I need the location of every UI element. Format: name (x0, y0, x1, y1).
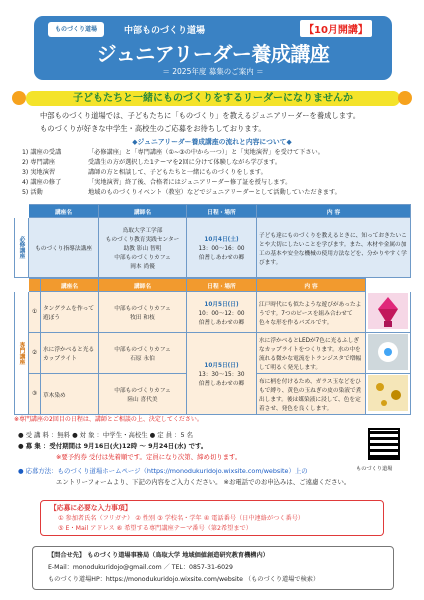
intro-line: 中部ものづくり道場では、子どもたちに「ものづくり」を教えるジュニアリーダーを養成します。 (40, 111, 361, 120)
flow-item (22, 177, 291, 186)
col-header: 講師名 (99, 279, 187, 292)
flow-title: ◆ジュニアリーダー養成講座の流れと内容について◆ (132, 138, 292, 146)
required-course-table (14, 204, 411, 278)
organization-name: 中部ものづくり道場 (124, 26, 206, 36)
flow-item-desc: 講師の方と相談して、子どもたちと一緒にものづくりをします。 (88, 169, 267, 176)
recruit-note: ※要予約券 受付は先着順です。定員になり次第、締め切ります。 (56, 453, 242, 461)
flow-item (22, 147, 324, 156)
contact-line: 【問合せ先】 ものづくり道場事務局（鳥取大学 地域価値創造研究教育機構内） (48, 552, 269, 559)
place: 伯耆しあわせの郷 (198, 255, 245, 261)
teacher-line: 中部ものづくりカフェ (114, 255, 171, 261)
flow-item-name: 3) 実地演習 (22, 169, 56, 176)
date: 10月5日(日) (204, 363, 239, 369)
cup-light-photo (366, 333, 411, 374)
schedule-note: ※専門講座の2回目の日程は、講師とご相談の上、決定してください。 (14, 416, 203, 423)
flow-item (22, 167, 267, 176)
teacher-cell: 中部ものづくりカフェ 牧田 和枝 (99, 292, 187, 333)
teacher-line: ものづくり教育実践センター (105, 237, 180, 243)
qr-code[interactable] (368, 428, 400, 460)
place: 伯耆しあわせの郷 (198, 319, 245, 326)
page-subtitle: ＝ 2025年度 募集のご案内 ＝ (162, 67, 264, 76)
fee-line: ● 受 講 料 ：無料 ● 対 象 ：中学生・高校生 ● 定 員 ：5 名 (18, 431, 194, 439)
flow-item-name: 1) 講座の受講 (22, 149, 62, 156)
intro-line: ものづくりが好きな中学生・高校生のご応募をお待ちしております。 (40, 124, 266, 133)
qr-label: ものづくり道場 (356, 466, 393, 472)
schedule-cell (187, 218, 257, 278)
required-label: 必修講座 (15, 218, 29, 278)
flow-item (22, 187, 341, 196)
flow-item-name: 4) 講座の修了 (22, 179, 62, 186)
col-header: 日程・場所 (187, 279, 257, 292)
special-label: 専門講座 (15, 292, 29, 415)
col-header: 講座名 (29, 205, 99, 218)
flow-item (22, 157, 281, 166)
flow-item-name: 2) 専門講座 (22, 159, 56, 166)
teacher-line: 鳥取大学工学部 (122, 228, 163, 234)
requirements-line: ① 参加者氏名（フリガナ） ② 性別 ③ 学校名・学年 ④ 電話番号（日中連絡がつく番号） (58, 515, 305, 522)
requirements-line: ⑤ E・Mail アドレス ⑥ 希望する専門講座テーマ番号（第2希望まで） (58, 525, 252, 532)
teacher-cell: 中部ものづくりカフェ 石原 永伯 (99, 333, 187, 374)
row-number: ② (29, 333, 41, 374)
special-course-table (14, 278, 411, 415)
time: 13：00～16：00 (198, 246, 245, 252)
content-cell: 江戸時代にも似たような遊びがあったようです。7つのピースを組み合わせて色々な形を作るパズルです。 (257, 292, 366, 333)
col-header: 講師名 (99, 205, 187, 218)
place: 伯耆しあわせの郷 (198, 381, 245, 387)
schedule-cell (187, 333, 257, 415)
course-name: 水に浮かべると光るカップライト (41, 333, 99, 374)
time: 10：00～12：00 (198, 310, 245, 317)
dyed-cloth-photo (366, 374, 411, 415)
content-cell: 水に浮かべるとLEDが7色に光るふしぎなカップライトをつくります。水の中を流れる微かな電流をトランジスタで増幅して明るく発光します。 (257, 333, 366, 374)
apply-line-2: エントリーフォームより、下記の内容をご入力ください。 ※お電話でのお申込みは、ご遠慮ください。 (56, 478, 351, 486)
contact-line[interactable]: E-Mail：monodukuridojo@gmail.com ／ TEL：0857-31-6029 (48, 564, 233, 571)
logo: ものづくり道場 (48, 22, 104, 37)
teacher-cell: 中部ものづくりカフェ 陸山 喜代美 (99, 374, 187, 415)
requirements-title: 【応募に必要な入力事項】 (50, 504, 132, 512)
time: 13：30～15：30 (198, 372, 245, 378)
row-number: ③ (29, 374, 41, 415)
col-header: 内 容 (257, 205, 411, 218)
sun-icon (12, 91, 26, 105)
col-header: 講座名 (41, 279, 99, 292)
tangram-photo (366, 292, 411, 333)
catch-phrase: 子どもたちと一緒にものづくりをするリーダーになりませんか (26, 91, 400, 106)
apply-method[interactable]: ● 応募方法：ものづくり道場ホームページ（https://monodukuridojo.wixsite.com/website）上の (18, 467, 308, 475)
course-name: ものづくり指導法講座 (29, 218, 99, 278)
flow-item-desc: 受講生の方が選択した1テーマを2回に分けて体験しながら学びます。 (88, 159, 282, 166)
teacher-line: 岡本 尚優 (130, 264, 155, 270)
flow-item-desc: 「実地演習」終了後、合格者にはジュニアリーダー修了証を授与します。 (88, 179, 292, 186)
page-title: ジュニアリーダー養成講座 (96, 42, 330, 66)
schedule-cell (187, 292, 257, 333)
col-header: 日程・場所 (187, 205, 257, 218)
flow-item-desc: 「必修講座」と「専門講座（①~③の中から一つ）」と「実地演習」を受けて下さい。 (88, 149, 324, 156)
flow-item-name: 5) 活動 (22, 189, 43, 196)
row-number: ① (29, 292, 41, 333)
content-cell: 子ども達にものづくりを教えるときに、知っておきたいことや大切にしたいことを学びます。また、木材や金属の加工の基本や安全な機械の使用方法などを、分かりやすく学びます。 (257, 218, 411, 278)
recruit-line: ● 募 集 ：受付期間は 9月16日(火)12時 ～ 9月24日(水) です。 (18, 442, 208, 450)
month-badge: 【10月開講】 (300, 20, 372, 37)
flow-item-desc: 地域のものづくりイベント（教室）などでジュニアリーダーとして活動していただきます。 (88, 189, 341, 196)
content-cell: 布に柄を付けるため、ガラス玉などをひもで縛り、黄色の玉ねぎの皮の染液で煮出します。後は媒染液に浸して、色を定着させ、発色を良くします。 (257, 374, 366, 415)
contact-line[interactable]: ものづくり道場HP：https://monodukuridojo.wixsite.com/website （ものづくり道場で検索） (48, 576, 320, 583)
teacher-line: 助教 影山 智明 (123, 246, 162, 252)
course-name: タングラムを作って遊ぼう (41, 292, 99, 333)
date: 10月4日(土) (204, 237, 239, 243)
teacher-cell (99, 218, 187, 278)
sun-icon (398, 91, 412, 105)
col-header: 内 容 (257, 279, 366, 292)
apply-line (18, 466, 308, 475)
course-name: 草木染め (41, 374, 99, 415)
date: 10月5日(日) (204, 301, 239, 308)
